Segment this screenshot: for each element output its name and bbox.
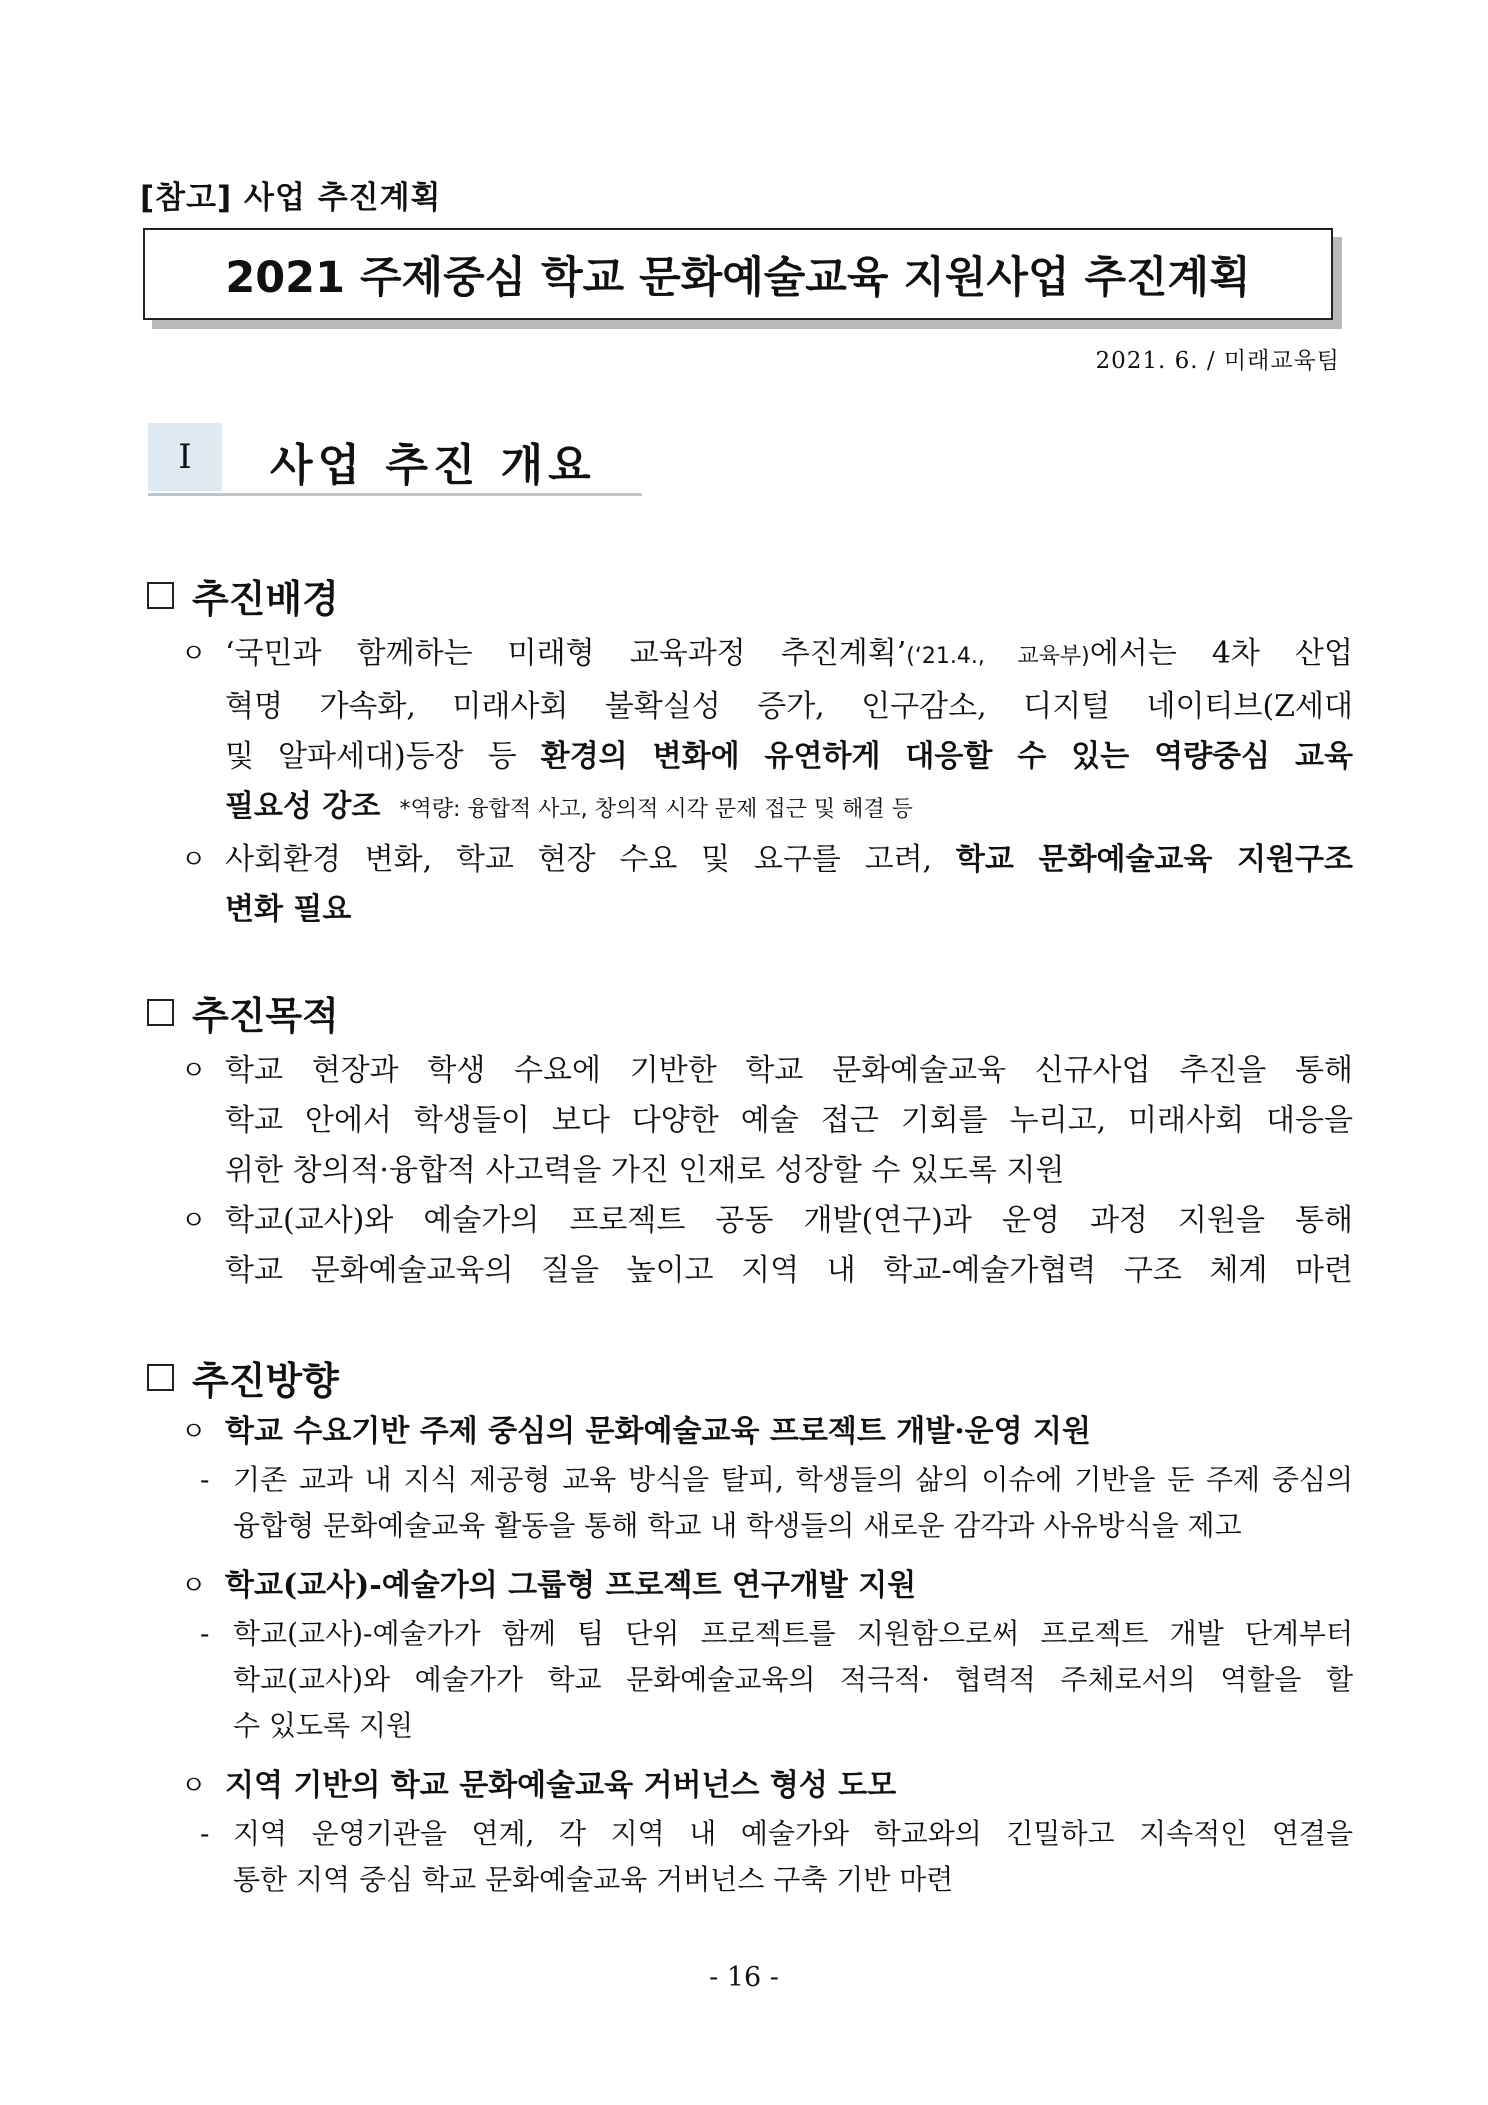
direction-item bbox=[143, 1561, 1353, 1611]
text: 학교 현장과 학생 수요에 기반한 학교 문화예술교육 신규사업 추진을 통해 bbox=[225, 1053, 1353, 1088]
list-item bbox=[143, 629, 1353, 835]
reference-label: [참고] 사업 추진계획 bbox=[140, 180, 442, 216]
document-title: 2021 주제중심 학교 문화예술교육 지원사업 추진계획 bbox=[225, 252, 1251, 303]
section-title: 사업 추진 개요 bbox=[270, 440, 596, 491]
date-line: 2021. 6. / 미래교육팀 bbox=[1095, 348, 1340, 374]
text: 융합형 문화예술교육 활동을 통해 학교 내 학생들의 새로운 감각과 사유방식을 제고 bbox=[233, 1509, 1242, 1542]
dash-icon: - bbox=[200, 1463, 210, 1496]
purpose-section bbox=[143, 985, 1353, 1296]
dash-icon: - bbox=[200, 1617, 210, 1650]
text: 기존 교과 내 지식 제공형 교육 방식을 탈피, 학생들의 삶의 이슈에 기반을 둔 주제 중심의 bbox=[233, 1463, 1353, 1496]
text: ‘국민과 함께하는 미래형 교육과정 추진계획’ bbox=[225, 636, 907, 671]
page-number: - 16 - bbox=[709, 1962, 779, 1993]
title-box bbox=[143, 228, 1333, 320]
sub-item bbox=[143, 1457, 1353, 1549]
text: 에서는 4차 산업 bbox=[1089, 636, 1353, 671]
text: 지역 운영기관을 연계, 각 지역 내 예술가와 학교와의 긴밀하고 지속적인 연결을 bbox=[233, 1817, 1353, 1850]
direction-item bbox=[143, 1407, 1353, 1457]
text: 혁명 가속화, 미래사회 불확실성 증가, 인구감소, 디지털 네이티브(Z세대 bbox=[225, 689, 1353, 724]
bullet-icon: ㅇ bbox=[181, 1206, 207, 1236]
text: 위한 창의적·융합적 사고력을 가진 인재로 성장할 수 있도록 지원 bbox=[225, 1153, 1065, 1188]
list-item bbox=[143, 835, 1353, 935]
text: 학교(교사)와 예술가의 프로젝트 공동 개발(연구)과 운영 과정 지원을 통해 bbox=[225, 1203, 1353, 1238]
text: 학교(교사)와 예술가가 학교 문화예술교육의 적극적· 협력적 주체로서의 역할을 할 bbox=[233, 1663, 1353, 1696]
text: 학교(교사)-예술가가 함께 팀 단위 프로젝트를 지원함으로써 프로젝트 개발 단계부터 bbox=[233, 1617, 1353, 1650]
heading-text: 추진배경 bbox=[192, 577, 339, 621]
item-title: 학교(교사)-예술가의 그룹형 프로젝트 연구개발 지원 bbox=[225, 1568, 917, 1603]
section-underline bbox=[148, 493, 642, 496]
bullet-icon: ㅇ bbox=[181, 1056, 207, 1086]
text: 사회환경 변화, 학교 현장 수요 및 요구를 고려, bbox=[225, 842, 956, 877]
item-title: 지역 기반의 학교 문화예술교육 거버넌스 형성 도모 bbox=[225, 1768, 897, 1803]
heading-text: 추진목적 bbox=[192, 994, 339, 1038]
sub-item bbox=[143, 1811, 1353, 1903]
list-item bbox=[143, 1196, 1353, 1296]
checkbox-icon bbox=[147, 1364, 174, 1391]
text: 수 있도록 지원 bbox=[233, 1709, 414, 1742]
checkbox-icon bbox=[147, 999, 174, 1026]
text-bold: 변화 필요 bbox=[225, 892, 352, 927]
purpose-heading bbox=[143, 985, 1353, 1040]
text: 통한 지역 중심 학교 문화예술교육 거버넌스 구축 기반 마련 bbox=[233, 1863, 954, 1896]
direction-item bbox=[143, 1761, 1353, 1811]
footnote: *역량: 융합적 사고, 창의적 시각 문제 접근 및 해결 등 bbox=[399, 797, 913, 822]
text-bold: 환경의 변화에 유연하게 대응할 수 있는 역량중심 교육 bbox=[540, 739, 1354, 774]
background-section bbox=[143, 568, 1353, 935]
section-header bbox=[148, 423, 642, 495]
direction-section bbox=[143, 1350, 1353, 1903]
text: 학교 안에서 학생들이 보다 다양한 예술 접근 기회를 누리고, 미래사회 대응을 bbox=[225, 1103, 1353, 1138]
heading-text: 추진방향 bbox=[192, 1359, 339, 1403]
sub-item bbox=[143, 1611, 1353, 1749]
bullet-icon: ㅇ bbox=[181, 1771, 207, 1801]
direction-heading bbox=[143, 1350, 1353, 1405]
text: 학교 문화예술교육의 질을 높이고 지역 내 학교-예술가협력 구조 체계 마련 bbox=[225, 1253, 1353, 1288]
list-item bbox=[143, 1046, 1353, 1196]
text-bold: 학교 문화예술교육 지원구조 bbox=[955, 842, 1353, 877]
text-small: (‘21.4., 교육부) bbox=[906, 644, 1090, 669]
bullet-icon: ㅇ bbox=[181, 1571, 207, 1601]
background-heading bbox=[143, 568, 1353, 623]
dash-icon: - bbox=[200, 1817, 210, 1850]
text: 및 알파세대)등장 등 bbox=[225, 739, 541, 774]
bullet-icon: ㅇ bbox=[181, 639, 207, 669]
bullet-icon: ㅇ bbox=[181, 1417, 207, 1447]
text-bold: 필요성 강조 bbox=[225, 789, 381, 824]
section-number: Ⅰ bbox=[148, 423, 222, 491]
bullet-icon: ㅇ bbox=[181, 845, 207, 875]
item-title: 학교 수요기반 주제 중심의 문화예술교육 프로젝트 개발·운영 지원 bbox=[225, 1414, 1092, 1449]
checkbox-icon bbox=[147, 582, 174, 609]
